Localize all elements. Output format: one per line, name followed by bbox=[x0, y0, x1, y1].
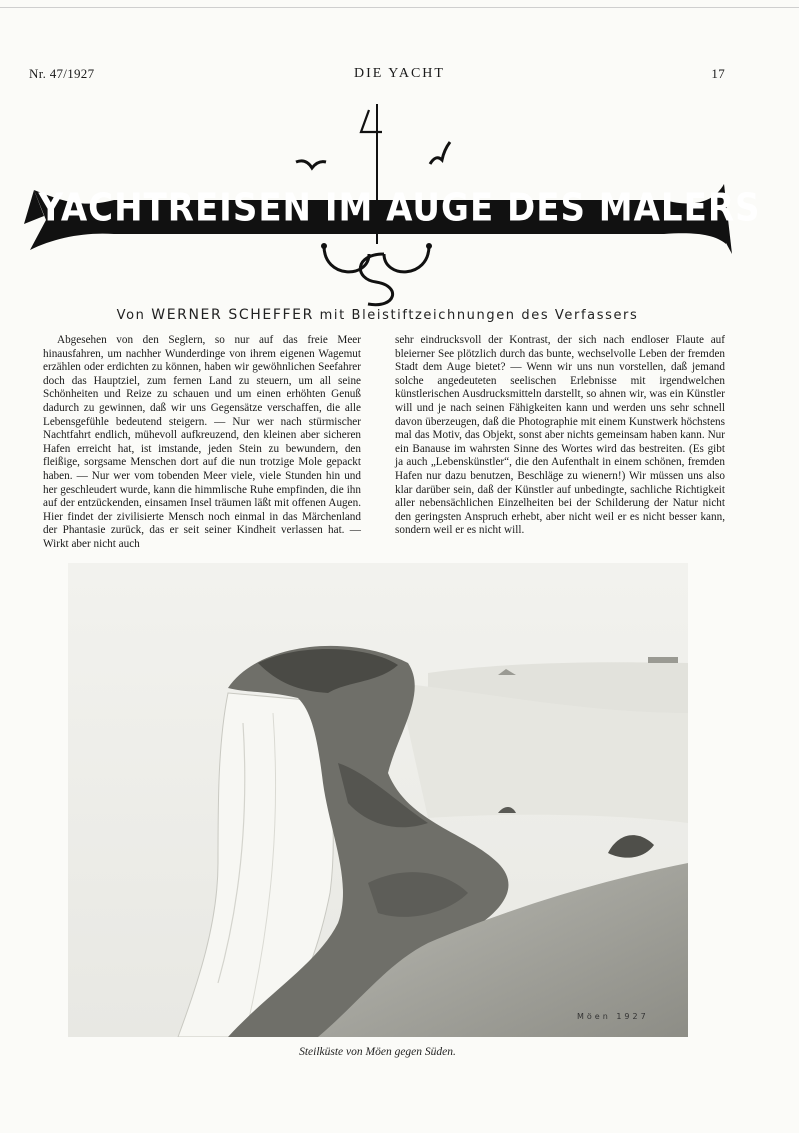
byline-prefix: Von bbox=[116, 308, 146, 323]
artist-signature: Möen 1927 bbox=[577, 1012, 649, 1021]
figure-caption: Steilküste von Möen gegen Süden. bbox=[299, 1046, 456, 1058]
byline-suffix: mit Bleistiftzeichnungen des Verfassers bbox=[319, 308, 639, 323]
byline-author: WERNER SCHEFFER bbox=[151, 307, 314, 323]
article-column-right bbox=[395, 334, 725, 538]
magazine-title: DIE YACHT bbox=[354, 66, 445, 81]
article-paragraph-right: sehr eindrucksvoll der Kontrast, der sich nach endloser Flaute auf bleierner See plötzlich durch das bunte, wechselvolle Leben der fremden Stadt dem Auge bietet? — Wenn wir uns nun vorstellen, daß jemand solche angedeuteten seelischen Erlebnisse mit irgendwelchen künstlerischen Ausdrucksmitteln darstellt, so ahnen wir, was ein Künstler will und je nach seinen Fähigkeiten kann und werden uns sehr schnell davon überzeugen, daß die Photographie mit einem Kunstwerk höchstens mal das Motiv, das Objekt, sonst aber nichts gemeinsam haben kann. Nur ein Banause im wahrsten Sinne des Wortes wird das bestreiten. (Es gibt ja auch „Lebenskünstler“, die den Aufenthalt in einem schönen, fremden Hafen nur dazu benutzen, Beschläge zu wienern!) Wir müssen uns also klar darüber sein, daß der Künstler auf unbedingte, sachliche Richtigkeit aller nebensächlichen Einzelheiten bei der Schilderung der Natur nicht den geringsten Anspruch erhebt, aber nicht weil er es nicht besser kann, sondern weil er es nicht will. bbox=[395, 334, 725, 537]
cliff-drawing-illustration bbox=[68, 563, 688, 1037]
article-title: YACHTREISEN IM AUGE DES MALERS bbox=[38, 185, 761, 231]
top-rule bbox=[0, 7, 799, 8]
byline bbox=[0, 307, 755, 323]
article-column-left bbox=[43, 334, 361, 552]
article-paragraph-left: Abgesehen von den Seglern, so nur auf das freie Meer hinausfahren, um nachher Wunderdinge von ihrem eigenen Wagemut erzählen oder erdichten zu können, haben wir gewöhnlichen Seefahrer doch das Hauptziel, zum fernen Land zu steuern, um all seine Schönheiten und Reize zu schauen und um einen erhöhten Genuß dadurch zu gewinnen, daß wir uns Gegensätze verschaffen, die alle Lebensgefühle bedeutend steigern. — Nur wer nach stürmischer Nachtfahrt endlich, mühevoll aufkreuzend, den kleinen aber sicheren Hafen erreicht hat, ist imstande, jeden Stein zu bewundern, den fleißige, sorgsame Menschen dort auf die nun trotzige Mole gepackt haben. — Nur wer vom tobenden Meer viele, viele Stunden hin und her geschleudert wurde, kann die himmlische Ruhe empfinden, die ihn auf der entzückenden, einsamen Insel träumen läßt mit offenen Augen. Hier findet der zivilisierte Mensch noch einmal in das Märchenland der Phantasie zurück, das er seit seiner Kindheit verlassen hat. — Wirkt aber nicht auch bbox=[43, 334, 361, 550]
issue-number: Nr. 47/1927 bbox=[29, 66, 95, 81]
page-number: 17 bbox=[711, 66, 725, 81]
cliff-drawing bbox=[68, 563, 688, 1037]
